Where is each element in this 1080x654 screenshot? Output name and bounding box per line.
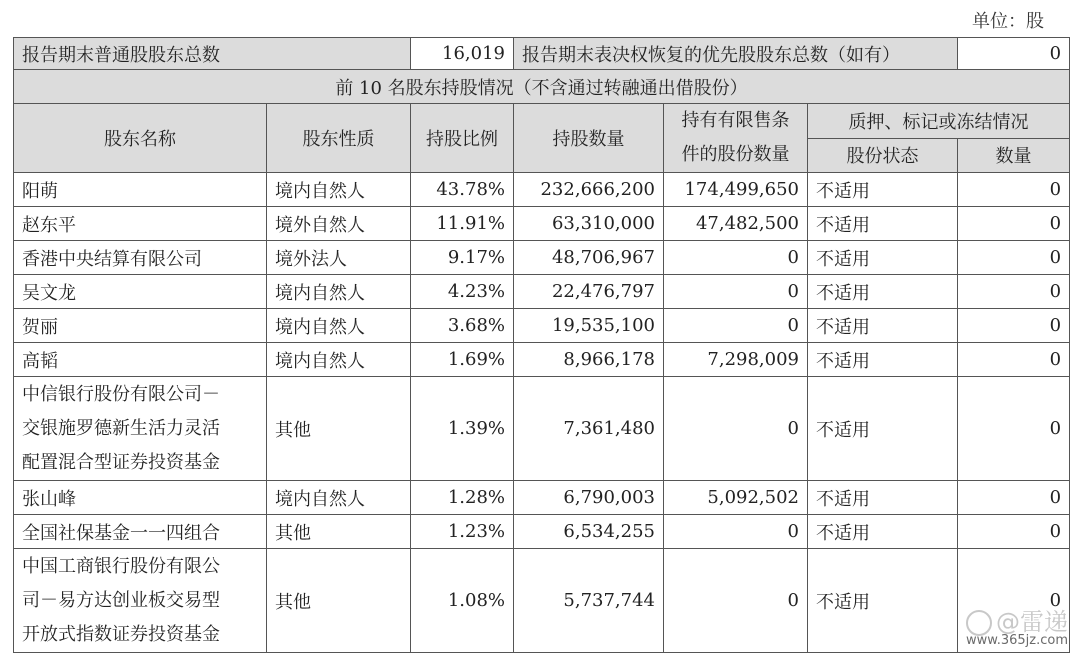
restricted-quantity: 47,482,500 — [664, 207, 808, 241]
unit-label: 单位：股 — [972, 11, 1044, 32]
holding-quantity: 63,310,000 — [514, 207, 664, 241]
section-title: 前 10 名股东持股情况（不含通过转融通出借股份） — [14, 70, 1070, 104]
shareholder-name-line: 开放式指数证券投资基金 — [22, 623, 220, 645]
table-row — [14, 173, 1070, 207]
shareholder-name: 阳萌 — [14, 173, 267, 207]
pledge-amount: 0 — [958, 481, 1070, 515]
shareholder-name: 张山峰 — [14, 481, 267, 515]
watermark-name: @雷递 — [996, 608, 1068, 636]
common-shareholders-value: 16,019 — [411, 38, 514, 70]
shareholder-name: 香港中央结算有限公司 — [14, 241, 267, 275]
header-nature: 股东性质 — [267, 104, 411, 173]
share-status: 不适用 — [808, 309, 958, 343]
holding-ratio: 1.28% — [411, 481, 514, 515]
restricted-quantity: 174,499,650 — [664, 173, 808, 207]
holding-quantity: 6,534,255 — [514, 515, 664, 549]
table-row — [14, 309, 1070, 343]
share-status: 不适用 — [808, 241, 958, 275]
holding-quantity: 7,361,480 — [514, 377, 664, 481]
holding-ratio: 1.08% — [411, 549, 514, 653]
table-row — [14, 343, 1070, 377]
pledge-amount: 0 — [958, 173, 1070, 207]
shareholder-nature: 境内自然人 — [267, 173, 411, 207]
restricted-quantity: 0 — [664, 515, 808, 549]
restricted-quantity: 5,092,502 — [664, 481, 808, 515]
header-status: 股份状态 — [808, 138, 958, 173]
holding-quantity: 48,706,967 — [514, 241, 664, 275]
summary-row — [14, 38, 1070, 70]
header-restricted-line-1: 持有有限售条 — [681, 110, 790, 131]
shareholder-nature: 其他 — [267, 515, 411, 549]
shareholder-name: 吴文龙 — [14, 275, 267, 309]
shareholder-name: 贺丽 — [14, 309, 267, 343]
shareholder-name-line: 配置混合型证券投资基金 — [22, 451, 220, 473]
header-name: 股东名称 — [14, 104, 267, 173]
pledge-amount: 0 — [958, 309, 1070, 343]
share-status: 不适用 — [808, 343, 958, 377]
pledge-amount: 0 — [958, 207, 1070, 241]
shareholder-name — [14, 377, 267, 481]
shareholder-nature: 境内自然人 — [267, 275, 411, 309]
shareholder-name-line: 中信银行股份有限公司－ — [22, 383, 220, 405]
table-row — [14, 515, 1070, 549]
pledge-amount: 0 — [958, 549, 1070, 653]
pledge-amount: 0 — [958, 377, 1070, 481]
share-status: 不适用 — [808, 515, 958, 549]
table-row — [14, 377, 1070, 481]
holding-quantity: 22,476,797 — [514, 275, 664, 309]
shareholder-nature: 其他 — [267, 549, 411, 653]
restricted-quantity: 0 — [664, 241, 808, 275]
share-status: 不适用 — [808, 173, 958, 207]
share-status: 不适用 — [808, 481, 958, 515]
shareholder-name: 全国社保基金一一四组合 — [14, 515, 267, 549]
restricted-quantity: 0 — [664, 549, 808, 653]
header-quantity: 持股数量 — [514, 104, 664, 173]
shareholder-name-line: 中国工商银行股份有限公 — [22, 555, 220, 577]
share-status: 不适用 — [808, 549, 958, 653]
common-shareholders-label: 报告期末普通股股东总数 — [14, 38, 411, 70]
table-row — [14, 207, 1070, 241]
shareholder-nature: 境外自然人 — [267, 207, 411, 241]
holding-quantity: 232,666,200 — [514, 173, 664, 207]
restricted-quantity: 7,298,009 — [664, 343, 808, 377]
restricted-quantity: 0 — [664, 377, 808, 481]
preferred-shareholders-value: 0 — [958, 38, 1070, 70]
preferred-shareholders-label: 报告期末表决权恢复的优先股股东总数（如有） — [514, 38, 958, 70]
header-pledge: 质押、标记或冻结情况 — [808, 104, 1070, 139]
shareholder-nature: 境外法人 — [267, 241, 411, 275]
shareholder-table — [13, 37, 1070, 653]
pledge-amount: 0 — [958, 241, 1070, 275]
shareholder-name: 高韬 — [14, 343, 267, 377]
holding-ratio: 1.69% — [411, 343, 514, 377]
shareholder-name-line: 司－易方达创业板交易型 — [22, 589, 220, 611]
watermark-url: www.365jz.com — [966, 633, 1068, 648]
table-row — [14, 481, 1070, 515]
shareholder-nature: 境内自然人 — [267, 481, 411, 515]
shareholder-name-line: 交银施罗德新生活力灵活 — [22, 417, 220, 439]
holding-ratio: 43.78% — [411, 173, 514, 207]
holding-quantity: 6,790,003 — [514, 481, 664, 515]
pledge-amount: 0 — [958, 515, 1070, 549]
header-restricted-line-2: 件的股份数量 — [681, 144, 790, 165]
shareholder-name: 赵东平 — [14, 207, 267, 241]
table-row — [14, 549, 1070, 653]
watermark — [966, 602, 1068, 648]
restricted-quantity: 0 — [664, 275, 808, 309]
holding-quantity: 19,535,100 — [514, 309, 664, 343]
share-status: 不适用 — [808, 207, 958, 241]
shareholder-nature: 境内自然人 — [267, 309, 411, 343]
header-ratio: 持股比例 — [411, 104, 514, 173]
table-row — [14, 275, 1070, 309]
pledge-amount: 0 — [958, 275, 1070, 309]
holding-quantity: 8,966,178 — [514, 343, 664, 377]
table-row — [14, 241, 1070, 275]
holding-ratio: 1.23% — [411, 515, 514, 549]
holding-ratio: 11.91% — [411, 207, 514, 241]
shareholder-name — [14, 549, 267, 653]
holding-ratio: 4.23% — [411, 275, 514, 309]
shareholder-nature: 境内自然人 — [267, 343, 411, 377]
pledge-amount: 0 — [958, 343, 1070, 377]
holding-ratio: 1.39% — [411, 377, 514, 481]
shareholder-nature: 其他 — [267, 377, 411, 481]
holding-ratio: 9.17% — [411, 241, 514, 275]
share-status: 不适用 — [808, 275, 958, 309]
header-restricted — [664, 104, 808, 173]
holding-quantity: 5,737,744 — [514, 549, 664, 653]
share-status: 不适用 — [808, 377, 958, 481]
header-row-1 — [14, 104, 1070, 139]
holding-ratio: 3.68% — [411, 309, 514, 343]
header-amount: 数量 — [958, 138, 1070, 173]
section-title-row — [14, 70, 1070, 104]
restricted-quantity: 0 — [664, 309, 808, 343]
